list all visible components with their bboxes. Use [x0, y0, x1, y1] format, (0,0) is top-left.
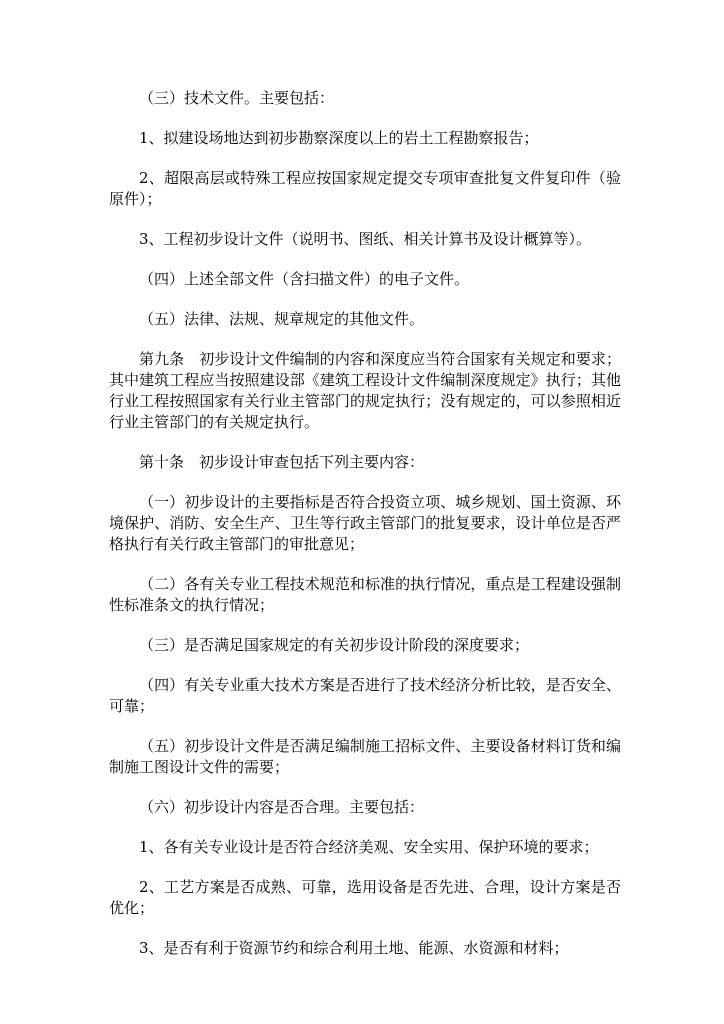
paragraph-article-9: 第九条 初步设计文件编制的内容和深度应当符合国家有关规定和要求；其中建筑工程应当按照建设部《建筑工程设计文件编制深度规定》执行；其他行业工程按照国家有关行业主管部门的规定执行；没有规定的，可以参照相近行业主管部门的有关规定执行。 [109, 350, 621, 431]
paragraph-review-item-3: （三）是否满足国家规定的有关初步设计阶段的深度要求； [139, 636, 530, 654]
paragraph-article-10: 第十条 初步设计审查包括下列主要内容： [139, 453, 425, 471]
document-body [109, 88, 621, 978]
paragraph-sub-item-3: 3、是否有利于资源节约和综合利用土地、能源、水资源和材料； [139, 939, 569, 957]
paragraph-review-item-2: （二）各有关专业工程技术规范和标准的执行情况，重点是工程建设强制性标准条文的执行情况； [109, 575, 621, 614]
paragraph-tech-docs-heading: （三）技术文件。主要包括： [139, 89, 335, 107]
paragraph-review-item-1: （一）初步设计的主要指标是否符合投资立项、城乡规划、国土资源、环境保护、消防、安全生产、卫生等行政主管部门的批复要求，设计单位是否严格执行有关行政主管部门的审批意见； [109, 493, 621, 553]
paragraph-sub-item-1: 1、各有关专业设计是否符合经济美观、安全实用、保护环境的要求； [139, 838, 599, 856]
paragraph-other-documents: （五）法律、法规、规章规定的其他文件。 [139, 310, 425, 328]
paragraph-sub-item-2: 2、工艺方案是否成熟、可靠，选用设备是否先进、合理，设计方案是否优化； [109, 878, 621, 917]
paragraph-high-rise-approval: 2、超限高层或特殊工程应按国家规定提交专项审查批复文件复印件（验原件）； [109, 169, 621, 208]
paragraph-review-item-5: （五）初步设计文件是否满足编制施工招标文件、主要设备材料订货和编制施工图设计文件的需要； [109, 737, 621, 776]
paragraph-review-item-6: （六）初步设计内容是否合理。主要包括： [139, 798, 425, 816]
paragraph-review-item-4: （四）有关专业重大技术方案是否进行了技术经济分析比较，是否安全、可靠； [109, 676, 621, 715]
paragraph-geotech-report: 1、拟建设场地达到初步勘察深度以上的岩土工程勘察报告； [139, 129, 539, 147]
paragraph-preliminary-design-docs: 3、工程初步设计文件（说明书、图纸、相关计算书及设计概算等）。 [139, 230, 592, 248]
paragraph-electronic-files: （四）上述全部文件（含扫描文件）的电子文件。 [139, 270, 470, 288]
